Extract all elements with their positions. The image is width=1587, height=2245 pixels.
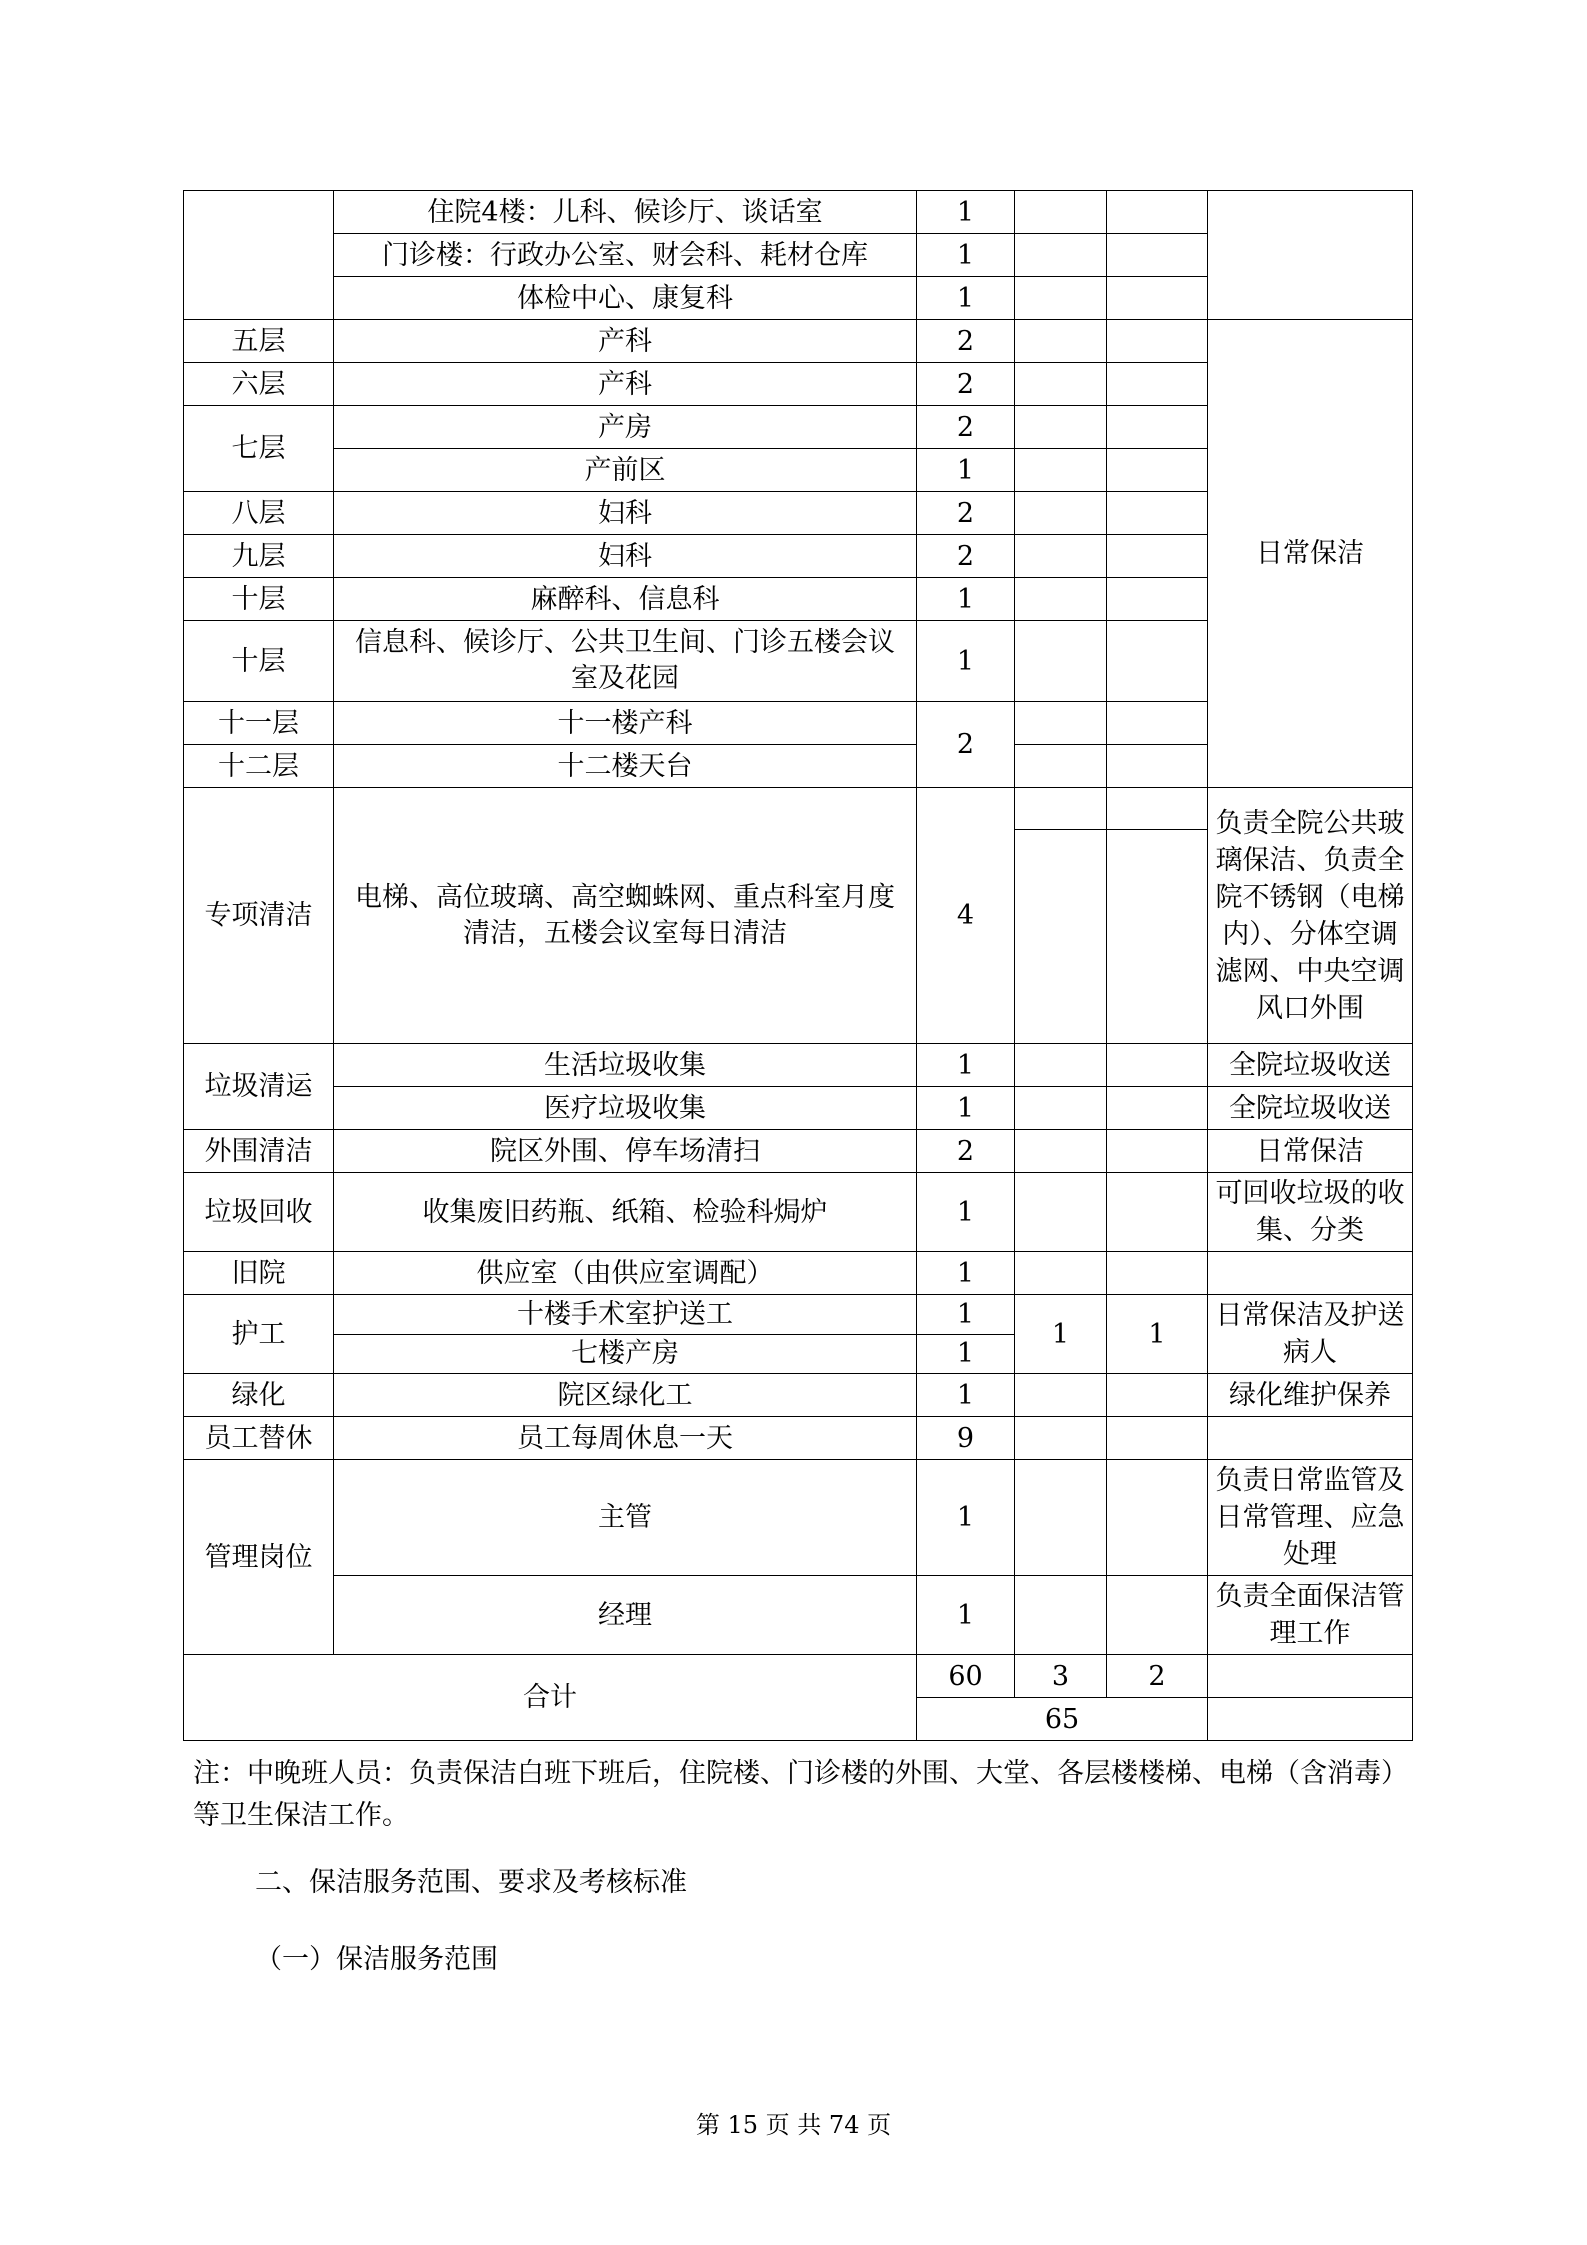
night-count-cell — [1107, 1460, 1208, 1576]
mid-count-cell — [1015, 1576, 1107, 1655]
day-count-cell: 4 — [917, 788, 1015, 1044]
area-cell: 七楼产房 — [334, 1334, 917, 1374]
floor-cell: 外围清洁 — [184, 1130, 334, 1173]
mid-count-cell — [1015, 492, 1107, 535]
area-cell: 收集废旧药瓶、纸箱、检验科焗炉 — [334, 1173, 917, 1252]
night-count-cell — [1107, 621, 1208, 702]
floor-cell: 护工 — [184, 1295, 334, 1374]
night-count-cell — [1107, 1130, 1208, 1173]
mid-count-cell — [1015, 277, 1107, 320]
area-cell: 妇科 — [334, 535, 917, 578]
page-footer: 第 15 页 共 74 页 — [695, 2111, 892, 2139]
night-count-cell — [1107, 191, 1208, 234]
day-count-cell: 1 — [917, 449, 1015, 492]
mid-count-cell — [1015, 578, 1107, 621]
night-count-cell — [1107, 277, 1208, 320]
day-count-cell: 1 — [917, 1334, 1015, 1374]
mid-count-cell — [1015, 621, 1107, 702]
night-count-cell — [1107, 702, 1208, 745]
floor-cell: 员工替休 — [184, 1417, 334, 1460]
mid-count-cell — [1015, 449, 1107, 492]
night-count-cell: 1 — [1107, 1295, 1208, 1374]
area-cell: 生活垃圾收集 — [334, 1044, 917, 1087]
mid-count-cell — [1015, 1374, 1107, 1417]
total-night-count: 2 — [1107, 1655, 1208, 1698]
section-heading: 二、保洁服务范围、要求及考核标准 — [255, 1867, 687, 1898]
night-count-cell — [1107, 745, 1208, 788]
day-count-cell: 1 — [917, 1374, 1015, 1417]
night-count-cell — [1107, 234, 1208, 277]
night-count-cell — [1107, 406, 1208, 449]
remark-cell: 负责全面保洁管理工作 — [1208, 1576, 1413, 1655]
remark-cell: 可回收垃圾的收集、分类 — [1208, 1173, 1413, 1252]
total-label: 合计 — [184, 1655, 917, 1741]
day-count-cell: 2 — [917, 1130, 1015, 1173]
table-row — [184, 1044, 1413, 1087]
night-count-cell — [1107, 1044, 1208, 1087]
night-count-cell — [1107, 535, 1208, 578]
table-row — [184, 1374, 1413, 1417]
day-count-cell: 1 — [917, 277, 1015, 320]
day-count-cell: 2 — [917, 535, 1015, 578]
floor-cell: 十层 — [184, 621, 334, 702]
mid-count-cell — [1015, 1252, 1107, 1295]
day-count-cell: 1 — [917, 1252, 1015, 1295]
floor-cell: 五层 — [184, 320, 334, 363]
table-row — [184, 1460, 1413, 1576]
remark-cell: 日常保洁 — [1208, 320, 1413, 788]
table-row — [184, 1417, 1413, 1460]
area-cell: 十一楼产科 — [334, 702, 917, 745]
table-row — [184, 788, 1413, 830]
mid-count-cell: 1 — [1015, 1295, 1107, 1374]
area-cell: 妇科 — [334, 492, 917, 535]
night-count-cell — [1107, 320, 1208, 363]
mid-count-cell — [1015, 234, 1107, 277]
night-count-cell — [1107, 1087, 1208, 1130]
night-count-cell — [1107, 449, 1208, 492]
day-count-cell: 2 — [917, 492, 1015, 535]
day-count-cell: 1 — [917, 191, 1015, 234]
mid-count-cell — [1015, 1173, 1107, 1252]
remark-cell — [1208, 1417, 1413, 1460]
night-count-cell — [1107, 1374, 1208, 1417]
area-cell: 十楼手术室护送工 — [334, 1295, 917, 1335]
table-row — [184, 1130, 1413, 1173]
remark-cell — [1208, 1252, 1413, 1295]
floor-cell: 九层 — [184, 535, 334, 578]
table-note: 注：中晚班人员：负责保洁白班下班后，住院楼、门诊楼的外围、大堂、各层楼楼梯、电梯（含消毒）等卫生保洁工作。 — [193, 1758, 1395, 1831]
floor-cell: 专项清洁 — [184, 788, 334, 1044]
day-count-cell: 2 — [917, 702, 1015, 788]
mid-count-cell — [1015, 745, 1107, 788]
night-count-cell — [1107, 578, 1208, 621]
mid-count-cell — [1015, 191, 1107, 234]
mid-count-cell — [1015, 406, 1107, 449]
day-count-cell: 2 — [917, 406, 1015, 449]
subsection-heading: （一）保洁服务范围 — [255, 1944, 498, 1975]
mid-count-cell — [1015, 1460, 1107, 1576]
staffing-table — [183, 190, 1413, 1741]
day-count-cell: 1 — [917, 1295, 1015, 1335]
day-count-cell: 2 — [917, 363, 1015, 406]
floor-cell: 十二层 — [184, 745, 334, 788]
mid-count-cell — [1015, 788, 1107, 830]
table-row — [184, 1252, 1413, 1295]
table-row — [184, 191, 1413, 234]
area-cell: 门诊楼：行政办公室、财会科、耗材仓库 — [334, 234, 917, 277]
floor-cell: 垃圾回收 — [184, 1173, 334, 1252]
remark-cell: 负责全院公共玻璃保洁、负责全院不锈钢（电梯内）、分体空调滤网、中央空调风口外围 — [1208, 788, 1413, 1044]
mid-count-cell — [1015, 535, 1107, 578]
table-row — [184, 320, 1413, 363]
area-cell: 麻醉科、信息科 — [334, 578, 917, 621]
remark-cell: 全院垃圾收送 — [1208, 1087, 1413, 1130]
area-cell: 产房 — [334, 406, 917, 449]
day-count-cell: 1 — [917, 621, 1015, 702]
mid-count-cell — [1015, 702, 1107, 745]
day-count-cell: 1 — [917, 234, 1015, 277]
night-count-cell — [1107, 363, 1208, 406]
area-cell: 院区绿化工 — [334, 1374, 917, 1417]
area-cell: 经理 — [334, 1576, 917, 1655]
remark-cell: 全院垃圾收送 — [1208, 1044, 1413, 1087]
area-cell: 供应室（由供应室调配） — [334, 1252, 917, 1295]
day-count-cell: 9 — [917, 1417, 1015, 1460]
mid-count-cell — [1015, 830, 1107, 1044]
remark-cell — [1208, 191, 1413, 320]
night-count-cell — [1107, 1417, 1208, 1460]
area-cell: 产科 — [334, 320, 917, 363]
floor-cell: 十一层 — [184, 702, 334, 745]
area-cell: 院区外围、停车场清扫 — [334, 1130, 917, 1173]
table-row — [184, 1087, 1413, 1130]
day-count-cell: 1 — [917, 578, 1015, 621]
floor-cell: 垃圾清运 — [184, 1044, 334, 1130]
total-mid-count: 3 — [1015, 1655, 1107, 1698]
area-cell: 医疗垃圾收集 — [334, 1087, 917, 1130]
area-cell: 主管 — [334, 1460, 917, 1576]
remark-cell: 日常保洁及护送病人 — [1208, 1295, 1413, 1374]
remark-cell — [1208, 1655, 1413, 1698]
area-cell: 体检中心、康复科 — [334, 277, 917, 320]
floor-cell: 旧院 — [184, 1252, 334, 1295]
night-count-cell — [1107, 1576, 1208, 1655]
floor-cell: 六层 — [184, 363, 334, 406]
night-count-cell — [1107, 830, 1208, 1044]
area-cell: 产科 — [334, 363, 917, 406]
total-day-count: 60 — [917, 1655, 1015, 1698]
floor-cell: 八层 — [184, 492, 334, 535]
day-count-cell: 1 — [917, 1087, 1015, 1130]
total-row — [184, 1655, 1413, 1698]
night-count-cell — [1107, 1252, 1208, 1295]
grand-total: 65 — [917, 1698, 1208, 1741]
floor-cell — [184, 191, 334, 320]
area-cell: 员工每周休息一天 — [334, 1417, 917, 1460]
remark-cell: 负责日常监管及日常管理、应急处理 — [1208, 1460, 1413, 1576]
mid-count-cell — [1015, 1417, 1107, 1460]
floor-cell: 七层 — [184, 406, 334, 492]
day-count-cell: 1 — [917, 1173, 1015, 1252]
area-cell: 产前区 — [334, 449, 917, 492]
day-count-cell: 1 — [917, 1576, 1015, 1655]
table-row — [184, 1295, 1413, 1335]
day-count-cell: 2 — [917, 320, 1015, 363]
remark-cell — [1208, 1698, 1413, 1741]
floor-cell: 管理岗位 — [184, 1460, 334, 1655]
mid-count-cell — [1015, 1087, 1107, 1130]
mid-count-cell — [1015, 1044, 1107, 1087]
night-count-cell — [1107, 492, 1208, 535]
table-row — [184, 1173, 1413, 1252]
table-row — [184, 1576, 1413, 1655]
remark-cell: 日常保洁 — [1208, 1130, 1413, 1173]
mid-count-cell — [1015, 320, 1107, 363]
night-count-cell — [1107, 788, 1208, 830]
mid-count-cell — [1015, 363, 1107, 406]
area-cell: 住院4楼：儿科、候诊厅、谈话室 — [334, 191, 917, 234]
area-cell: 信息科、候诊厅、公共卫生间、门诊五楼会议室及花园 — [334, 621, 917, 702]
floor-cell: 十层 — [184, 578, 334, 621]
floor-cell: 绿化 — [184, 1374, 334, 1417]
night-count-cell — [1107, 1173, 1208, 1252]
day-count-cell: 1 — [917, 1044, 1015, 1087]
mid-count-cell — [1015, 1130, 1107, 1173]
day-count-cell: 1 — [917, 1460, 1015, 1576]
remark-cell: 绿化维护保养 — [1208, 1374, 1413, 1417]
area-cell: 电梯、高位玻璃、高空蜘蛛网、重点科室月度清洁，五楼会议室每日清洁 — [334, 788, 917, 1044]
area-cell: 十二楼天台 — [334, 745, 917, 788]
